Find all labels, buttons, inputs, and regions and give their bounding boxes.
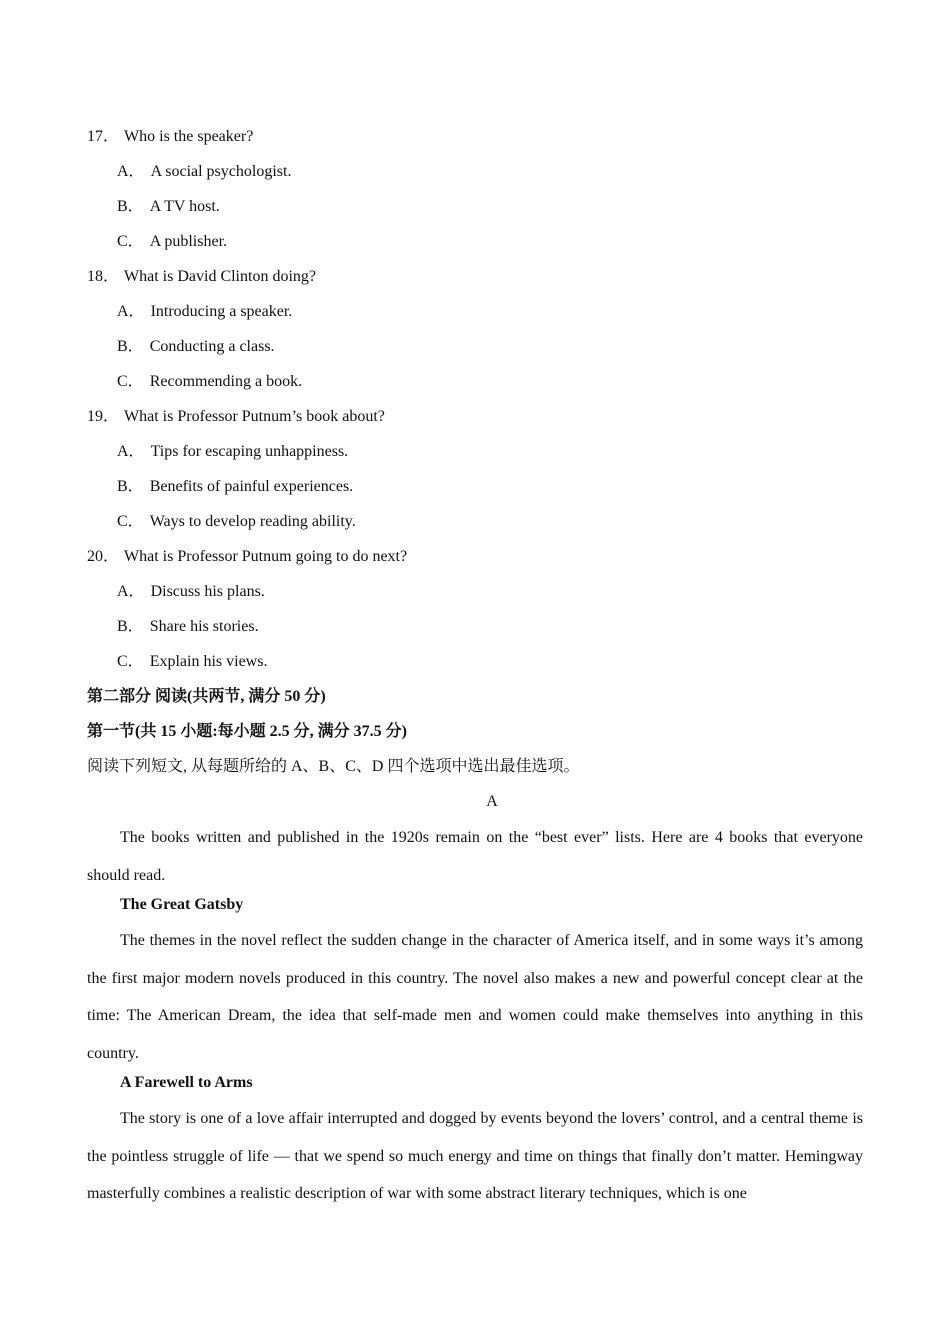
option-letter: B．: [117, 198, 144, 215]
book-title-great-gatsby: The Great Gatsby: [120, 896, 244, 913]
option-letter: B．: [117, 478, 144, 495]
option-18-a: [87, 300, 863, 335]
question-number: 19．: [87, 408, 120, 425]
passage-label: A: [486, 793, 498, 810]
question-stem: What is Professor Putnum going to do next?: [124, 548, 408, 565]
option-20-b: [87, 615, 863, 650]
section-one-heading: 第一节(共 15 小题:每小题 2.5 分, 满分 37.5 分): [87, 723, 407, 740]
passage-intro: The books written and published in the 1920s remain on the “best ever” lists. Here are 4 books that everyone should read.: [87, 829, 863, 884]
book-paragraph-farewell-to-arms: The story is one of a love affair interrupted and dogged by events beyond the lovers’ control, and a central theme is the pointless struggle of life — that we spend so much energy and time on things that finally don’t matter. Hemingway masterfully combines a realistic description of war with some abstract literary techniques, which is one: [87, 1110, 863, 1202]
question-number: 20．: [87, 548, 120, 565]
option-text: Explain his views.: [149, 653, 268, 670]
question-18: [87, 265, 863, 300]
option-text: Ways to develop reading ability.: [149, 513, 356, 530]
option-letter: A．: [117, 583, 145, 600]
option-20-c: [87, 650, 863, 685]
option-letter: A．: [117, 303, 145, 320]
option-text: A social psychologist.: [150, 163, 292, 180]
book-title-farewell-to-arms: A Farewell to Arms: [120, 1074, 253, 1091]
option-17-b: [87, 195, 863, 230]
question-number: 17．: [87, 128, 120, 145]
option-text: Share his stories.: [149, 618, 259, 635]
option-text: Introducing a speaker.: [150, 303, 293, 320]
question-20: [87, 545, 863, 580]
option-letter: B．: [117, 338, 144, 355]
question-stem: What is Professor Putnum’s book about?: [124, 408, 385, 425]
option-letter: C．: [117, 653, 144, 670]
option-17-a: [87, 160, 863, 195]
part-two-heading: 第二部分 阅读(共两节, 满分 50 分): [87, 688, 326, 705]
option-19-b: [87, 475, 863, 510]
question-19: [87, 405, 863, 440]
book-paragraph-great-gatsby: The themes in the novel reflect the sudden change in the character of America itself, and in some ways it’s among the first major modern novels produced in this country. The novel also makes a new and powerful concept clear at the time: The American Dream, the idea that self-made men and women could make themselves into anything in this country.: [87, 932, 863, 1062]
option-17-c: [87, 230, 863, 265]
option-text: Tips for escaping unhappiness.: [150, 443, 349, 460]
option-18-c: [87, 370, 863, 405]
page-content: [87, 125, 863, 1212]
option-text: Conducting a class.: [149, 338, 275, 355]
option-letter: C．: [117, 373, 144, 390]
question-17: [87, 125, 863, 160]
option-19-c: [87, 510, 863, 545]
option-text: Discuss his plans.: [150, 583, 265, 600]
reading-instructions: 阅读下列短文, 从每题所给的 A、B、C、D 四个选项中选出最佳选项。: [87, 758, 580, 775]
question-stem: What is David Clinton doing?: [124, 268, 316, 285]
option-text: A TV host.: [149, 198, 220, 215]
question-stem: Who is the speaker?: [124, 128, 254, 145]
option-letter: A．: [117, 443, 145, 460]
option-text: A publisher.: [149, 233, 228, 250]
question-number: 18．: [87, 268, 120, 285]
option-20-a: [87, 580, 863, 615]
option-letter: A．: [117, 163, 145, 180]
option-letter: C．: [117, 513, 144, 530]
option-18-b: [87, 335, 863, 370]
option-letter: B．: [117, 618, 144, 635]
option-text: Recommending a book.: [149, 373, 303, 390]
option-letter: C．: [117, 233, 144, 250]
option-19-a: [87, 440, 863, 475]
option-text: Benefits of painful experiences.: [149, 478, 354, 495]
